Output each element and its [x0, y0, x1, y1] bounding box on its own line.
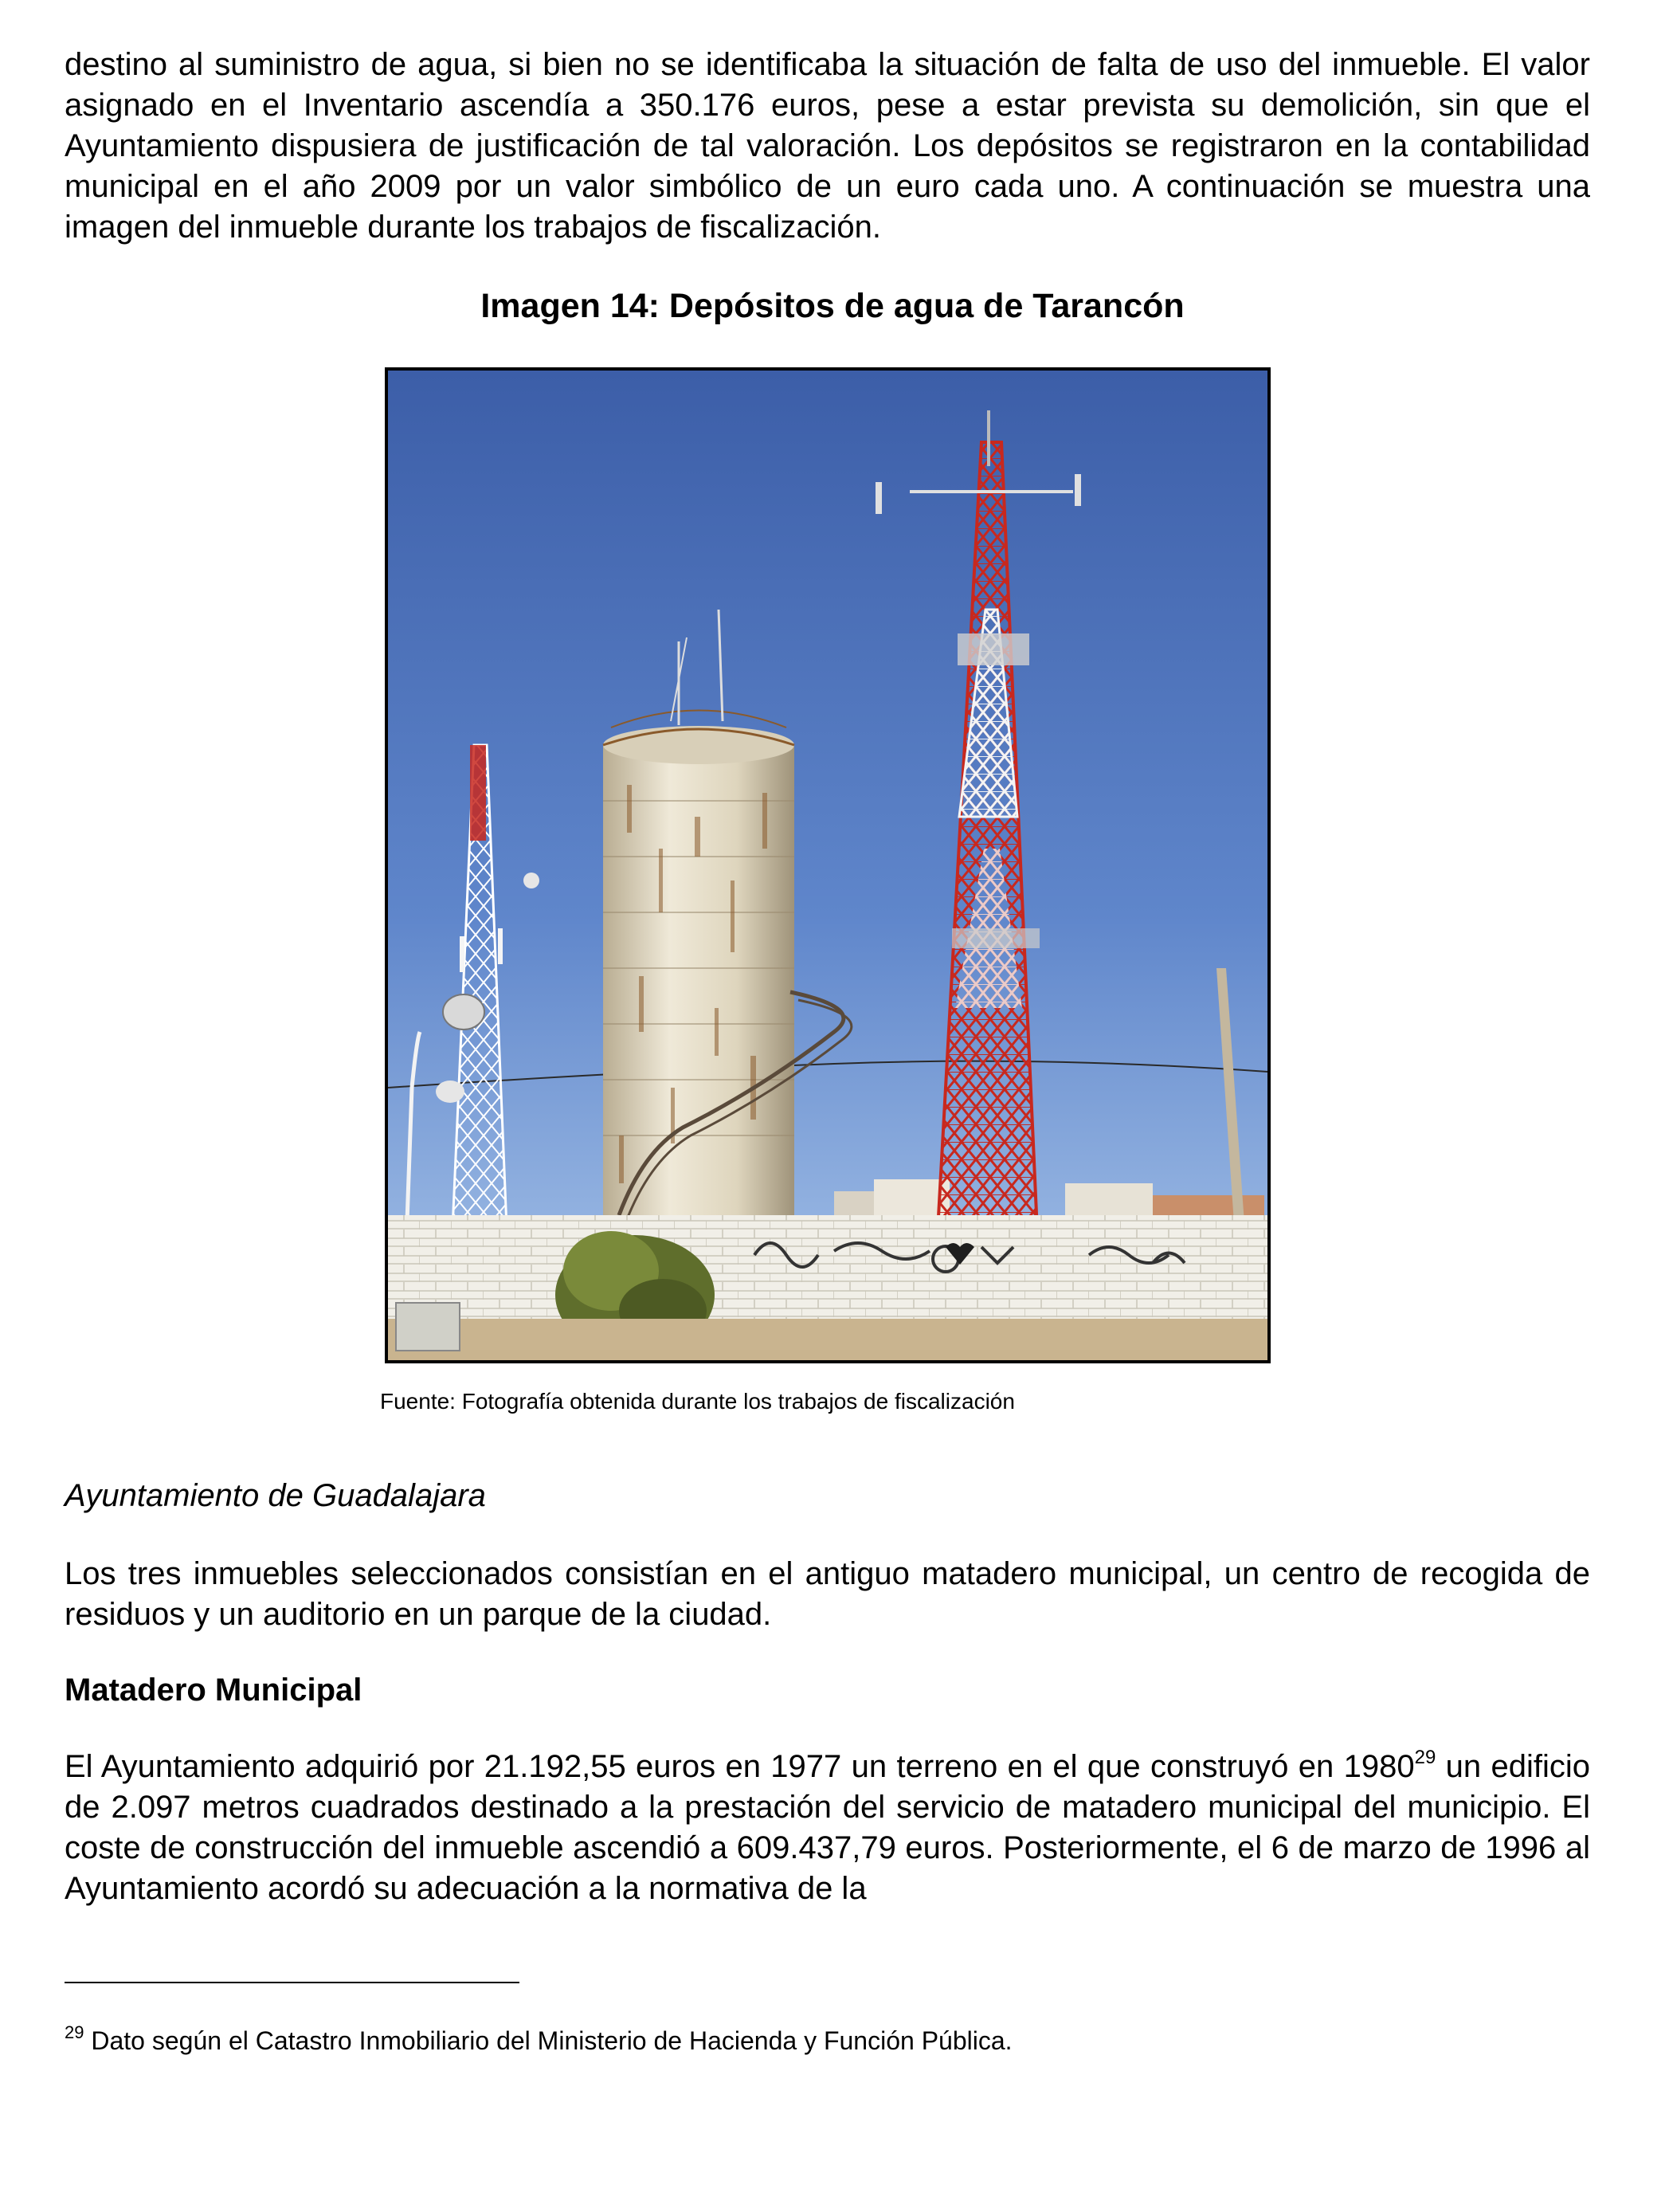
footnote-text: Dato según el Catastro Inmobiliario del Ministerio de Hacienda y Función Pública.	[84, 2026, 1013, 2055]
figure-title: Imagen 14: Depósitos de agua de Tarancón	[480, 287, 1185, 325]
photo-illustration	[388, 371, 1267, 1360]
paragraph-slaughterhouse-part-2: un edificio de 2.097 metros cuadrados destinado a la prestación del servicio de matadero municipal del municipio. El coste de construcción del inmueble ascendió a 609.437,79 euros. Posteriormente, el 6 de marzo de 1996 al Ayuntamiento acordó su adecuación a la normativa de la	[65, 1749, 1590, 1906]
footnote	[65, 2024, 1013, 2057]
footnote-reference[interactable]: 29	[1414, 1747, 1436, 1768]
footnote-number: 29	[65, 2022, 84, 2042]
paragraph-selected-properties: Los tres inmuebles seleccionados consistían en el antiguo matadero municipal, un centro de recogida de residuos y un auditorio en un parque de la ciudad.	[65, 1556, 1590, 1632]
figure-source: Fuente: Fotografía obtenida durante los trabajos de fiscalización	[380, 1389, 1015, 1414]
section-heading: Matadero Municipal	[65, 1673, 362, 1708]
section-label: Ayuntamiento de Guadalajara	[65, 1478, 486, 1513]
water-tanks-photo	[385, 367, 1271, 1363]
footnote-separator	[65, 1982, 519, 1983]
paragraph-slaughterhouse-part-1: El Ayuntamiento adquirió por 21.192,55 euros en 1977 un terreno en el que construyó en 1980	[65, 1749, 1415, 1784]
paragraph-deposits-valuation: destino al suministro de agua, si bien no se identificaba la situación de falta de uso del inmueble. El valor asignado en el Inventario ascendía a 350.176 euros, pese a estar prevista su demolición, sin que el Ayuntamiento dispusiera de justificación de tal valoración. Los depósitos se registraron en la contabilidad municipal en el año 2009 por un valor simbólico de un euro cada uno. A continuación se muestra una imagen del inmueble durante los trabajos de fiscalización.	[65, 47, 1590, 245]
paragraph-slaughterhouse	[65, 1747, 1590, 1909]
